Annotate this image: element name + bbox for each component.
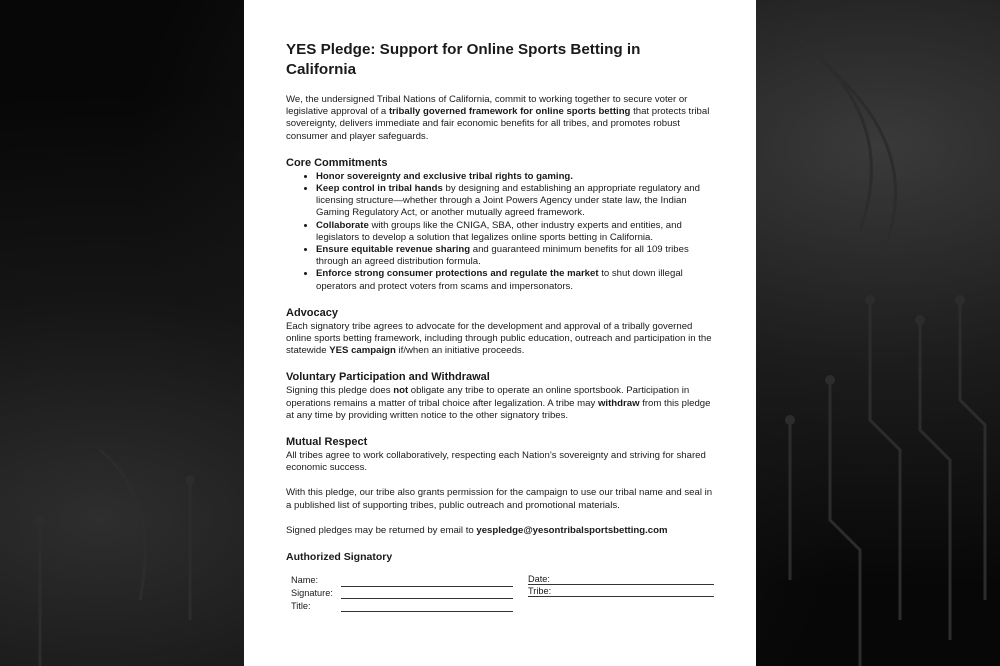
date-field[interactable] [528, 584, 714, 585]
title-field[interactable] [341, 611, 513, 612]
advocacy-paragraph: Each signatory tribe agrees to advocate for the development and approval of a tribally governed online sports betting framework, including through public education, outreach and participation in the statewide YES campaign if/when an initiative proceeds. [286, 320, 712, 357]
signature-label: Signature: [291, 588, 333, 599]
list-item: • Keep control in tribal hands by designing and establishing an appropriate regulatory and licensing structure—whether through a Joint Powers Agency under state law, the Indian Gaming Regulatory Act, or another mutually agreed framework. [316, 183, 714, 220]
document-title: YES Pledge: Support for Online Sports Betting in California [286, 41, 641, 78]
permission-paragraph: With this pledge, our tribe also grants permission for the campaign to use our tribal name and seal in a published list of supporting tribes, public outreach and promotional materials. [286, 487, 713, 511]
tribe-field[interactable] [528, 596, 714, 597]
voluntary-heading: Voluntary Participation and Withdrawal [286, 371, 490, 384]
list-item: • Honor sovereignty and exclusive tribal rights to gaming. [316, 171, 714, 183]
pledge-document-page [244, 0, 756, 666]
core-commitments-list [286, 171, 714, 293]
return-note: Signed pledges may be returned by email to yespledge@yesontribalsportsbetting.com [286, 524, 668, 536]
mutual-respect-heading: Mutual Respect [286, 436, 368, 449]
tribe-label: Tribe: [528, 586, 552, 597]
voluntary-paragraph: Signing this pledge does not obligate any tribe to operate an online sportsbook. Participation in operations remains a matter of tribal choice after legalization. A tribe may withdraw from this pledge at any time by providing written notice to the other signatory tribes. [286, 385, 711, 421]
name-label: Name: [291, 575, 319, 586]
intro-paragraph: We, the undersigned Tribal Nations of California, commit to working together to secure voter or legislative approval of a tribally governed framework for online sports betting that protects tribal sovereignty, delivers immediate and fair economic benefits for all tribes, and promotes robust consumer and player safeguards. [286, 94, 710, 142]
signature-field[interactable] [341, 598, 513, 599]
title-label: Title: [291, 601, 311, 612]
name-field[interactable] [341, 586, 513, 587]
advocacy-heading: Advocacy [286, 306, 338, 319]
signature-block [286, 575, 714, 625]
mutual-respect-paragraph: All tribes agree to work collaboratively, respecting each Nation’s sovereignty and striving for shared economic success. [286, 450, 706, 474]
core-commitments-heading: Core Commitments [286, 156, 388, 169]
list-item: • Ensure equitable revenue sharing and guaranteed minimum benefits for all 109 tribes through an agreed distribution formula. [316, 244, 714, 268]
list-item: • Collaborate with groups like the CNIGA, SBA, other industry experts and entities, and legislators to develop a solution that legalizes online sports betting in California. [316, 220, 714, 244]
list-item: • Enforce strong consumer protections and regulate the market to shut down illegal operators and protect voters from scams and impersonators. [316, 268, 714, 292]
email-address[interactable]: yespledge@yesontribalsportsbetting.com [476, 524, 668, 536]
date-label: Date: [528, 574, 550, 585]
authorized-signatory-heading: Authorized Signatory [286, 551, 393, 564]
